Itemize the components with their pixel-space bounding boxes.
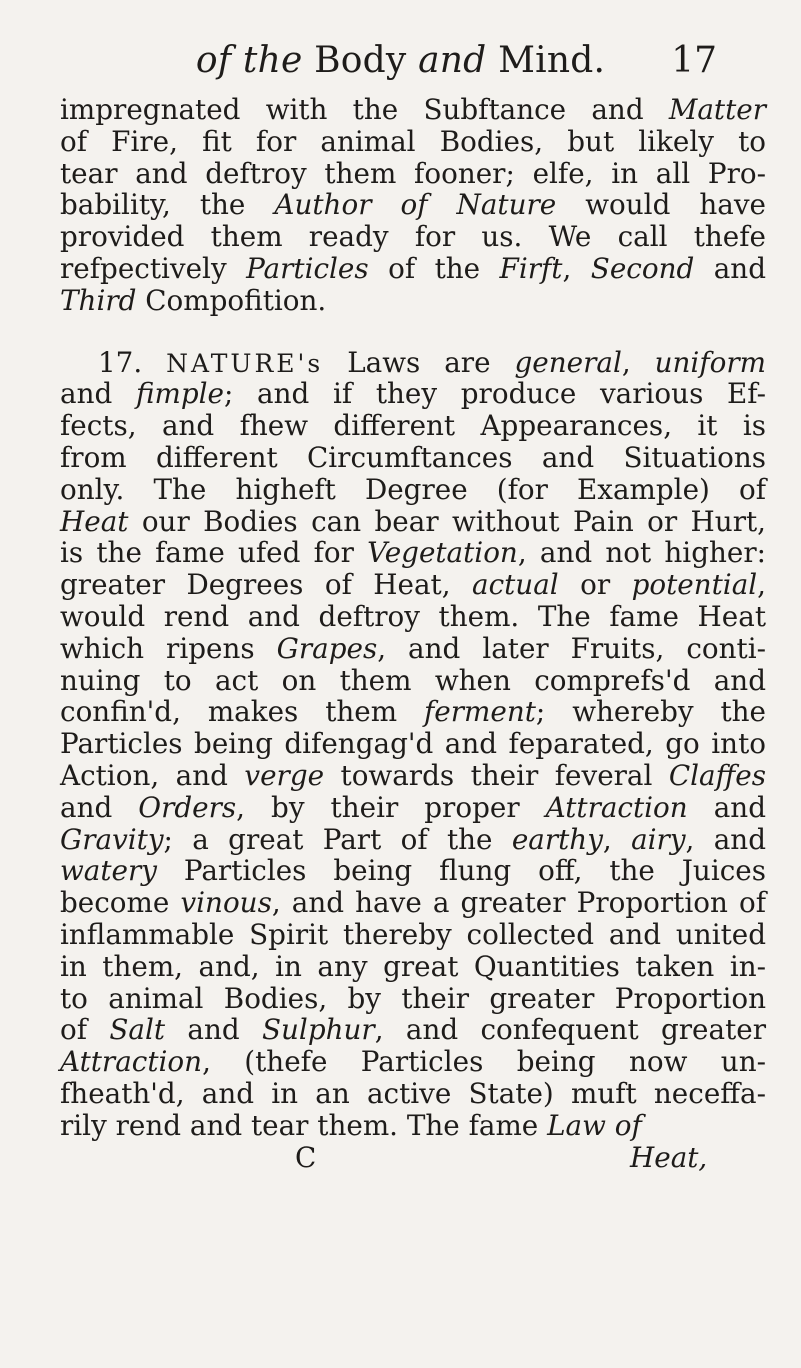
text-segment: Author of Nature: [274, 188, 557, 222]
text-segment: potential: [631, 568, 758, 602]
text-segment: of the: [368, 251, 500, 285]
text-segment: airy: [631, 822, 686, 856]
text-segment: ,: [621, 345, 655, 379]
text-segment: Particles being flung off, the Juices: [156, 854, 766, 888]
text-line: [60, 1078, 766, 1110]
text-segment: would rend and deftroy them. The fame Heat: [60, 599, 766, 633]
text-line: [60, 1046, 766, 1078]
text-segment: Attraction: [545, 790, 688, 824]
text-segment: and: [687, 790, 766, 824]
signature-mark: C: [295, 1140, 317, 1174]
text-segment: greater Degrees of Heat,: [60, 568, 472, 602]
text-segment: Particles: [246, 251, 369, 285]
text-segment: Action, and: [60, 758, 245, 792]
body-text: [60, 94, 766, 1173]
text-line: [60, 919, 766, 951]
running-head-part: Mind.: [498, 40, 606, 81]
text-segment: Heat: [60, 504, 129, 538]
text-segment: ; and if they produce various Ef-: [224, 377, 766, 411]
text-segment: ,: [602, 822, 632, 856]
text-line: [60, 665, 766, 697]
text-segment: Matter: [668, 93, 766, 126]
text-segment: ferment: [424, 695, 536, 729]
text-segment: uniform: [654, 345, 766, 379]
text-line: [60, 94, 766, 126]
running-head-part: Body: [314, 40, 407, 81]
text-segment: NATURE's: [166, 348, 324, 378]
text-line: [60, 221, 766, 253]
text-segment: general: [514, 345, 622, 379]
text-segment: refpectively: [60, 251, 247, 285]
text-segment: of: [60, 1013, 110, 1047]
text-segment: , by their proper: [236, 790, 546, 824]
text-segment: our Bodies can bear without Pain or Hurt,: [128, 504, 766, 538]
text-segment: fimple: [135, 377, 224, 411]
text-line: [60, 633, 766, 665]
text-segment: , and: [685, 822, 766, 856]
text-segment: bability, the: [60, 188, 275, 222]
text-segment: Grapes: [276, 631, 378, 665]
text-segment: Third: [60, 283, 137, 317]
text-line: [60, 792, 766, 824]
text-segment: nuing to act on them when comprefs'd and: [60, 663, 766, 697]
text-segment: impregnated with the Subftance and: [60, 93, 669, 126]
text-segment: Compofition.: [136, 283, 327, 317]
text-segment: from different Circumftances and Situations: [60, 440, 766, 474]
text-line: [60, 601, 766, 633]
text-segment: ,: [757, 568, 766, 602]
text-segment: provided them ready for us. We call thefe: [60, 220, 766, 254]
text-line: [60, 442, 766, 474]
text-segment: , and later Fruits, conti-: [377, 631, 766, 665]
text-line: [60, 1014, 766, 1046]
text-line: [60, 728, 766, 760]
text-segment: Second: [590, 251, 695, 285]
text-line: [60, 189, 766, 221]
text-segment: of Fire, fit for animal Bodies, but likely to: [60, 124, 766, 158]
text-line: [60, 983, 766, 1015]
text-segment: and: [694, 251, 766, 285]
text-line: [60, 285, 766, 317]
text-segment: ; whereby the: [535, 695, 766, 729]
text-segment: or: [558, 568, 632, 602]
text-segment: is the fame ufed for: [60, 536, 368, 570]
text-segment: Law of: [547, 1108, 642, 1142]
text-line: [60, 696, 766, 728]
page-header: [0, 38, 801, 88]
text-segment: Gravity: [60, 822, 164, 856]
text-line: [60, 537, 766, 569]
text-segment: towards their feveral: [324, 758, 669, 792]
text-line: [60, 760, 766, 792]
text-segment: tear and deftroy them fooner; elfe, in all Pro-: [60, 156, 766, 190]
text-segment: watery: [60, 854, 157, 888]
text-segment: ; a great Part of the: [163, 822, 512, 856]
running-head-part: and: [418, 40, 487, 81]
text-line: [60, 126, 766, 158]
paragraph-gap: [60, 317, 766, 347]
text-segment: , (thefe Particles being now un-: [202, 1045, 766, 1079]
text-segment: Laws are: [323, 345, 515, 379]
text-segment: vinous: [180, 886, 272, 920]
text-line: [60, 506, 766, 538]
text-line: [60, 855, 766, 887]
text-segment: and: [60, 790, 139, 824]
text-segment: , and have a greater Proportion of: [271, 886, 766, 920]
text-segment: would have: [556, 188, 766, 222]
text-segment: actual: [472, 568, 559, 602]
text-line: [60, 347, 766, 379]
text-segment: ,: [562, 251, 591, 285]
text-segment: fects, and fhew different Appearances, it is: [60, 409, 766, 443]
text-segment: Vegetation: [367, 536, 518, 570]
text-segment: become: [60, 886, 181, 920]
text-segment: Claffes: [668, 758, 766, 792]
text-segment: Salt: [109, 1013, 166, 1047]
text-line: [60, 569, 766, 601]
text-line: [60, 158, 766, 190]
catchword: Heat,: [630, 1140, 708, 1174]
text-line: [60, 253, 766, 285]
text-line: [60, 951, 766, 983]
text-line: [60, 410, 766, 442]
text-segment: verge: [244, 758, 325, 792]
page-number: 17: [671, 40, 717, 81]
text-line: [60, 474, 766, 506]
text-segment: rily rend and tear them. The fame: [60, 1108, 548, 1142]
text-line: [60, 378, 766, 410]
text-line: [60, 824, 766, 856]
text-segment: which ripens: [60, 631, 277, 665]
text-segment: to animal Bodies, by their greater Proportion: [60, 981, 766, 1015]
running-head-part: of the: [195, 40, 303, 81]
text-segment: and: [165, 1013, 262, 1047]
text-segment: only. The higheft Degree (for Example) of: [60, 472, 766, 506]
text-segment: and: [60, 377, 136, 411]
text-segment: Firft: [499, 251, 563, 285]
text-segment: , and not higher:: [517, 536, 766, 570]
text-segment: Particles being difengag'd and feparated, go into: [60, 727, 766, 761]
text-line: [60, 1110, 766, 1142]
text-segment: 17.: [98, 345, 167, 379]
text-segment: earthy: [511, 822, 603, 856]
text-segment: , and confequent greater: [374, 1013, 766, 1047]
footer-line: [60, 1142, 766, 1174]
text-segment: in them, and, in any great Quantities taken in-: [60, 949, 766, 983]
text-segment: Attraction: [60, 1045, 203, 1079]
text-segment: Sulphur: [261, 1013, 375, 1047]
text-segment: Orders: [138, 790, 237, 824]
text-segment: fheath'd, and in an active State) muft neceffa-: [60, 1076, 766, 1110]
text-line: [60, 887, 766, 919]
text-segment: confin'd, makes them: [60, 695, 424, 729]
text-segment: inflammable Spirit thereby collected and united: [60, 917, 766, 951]
